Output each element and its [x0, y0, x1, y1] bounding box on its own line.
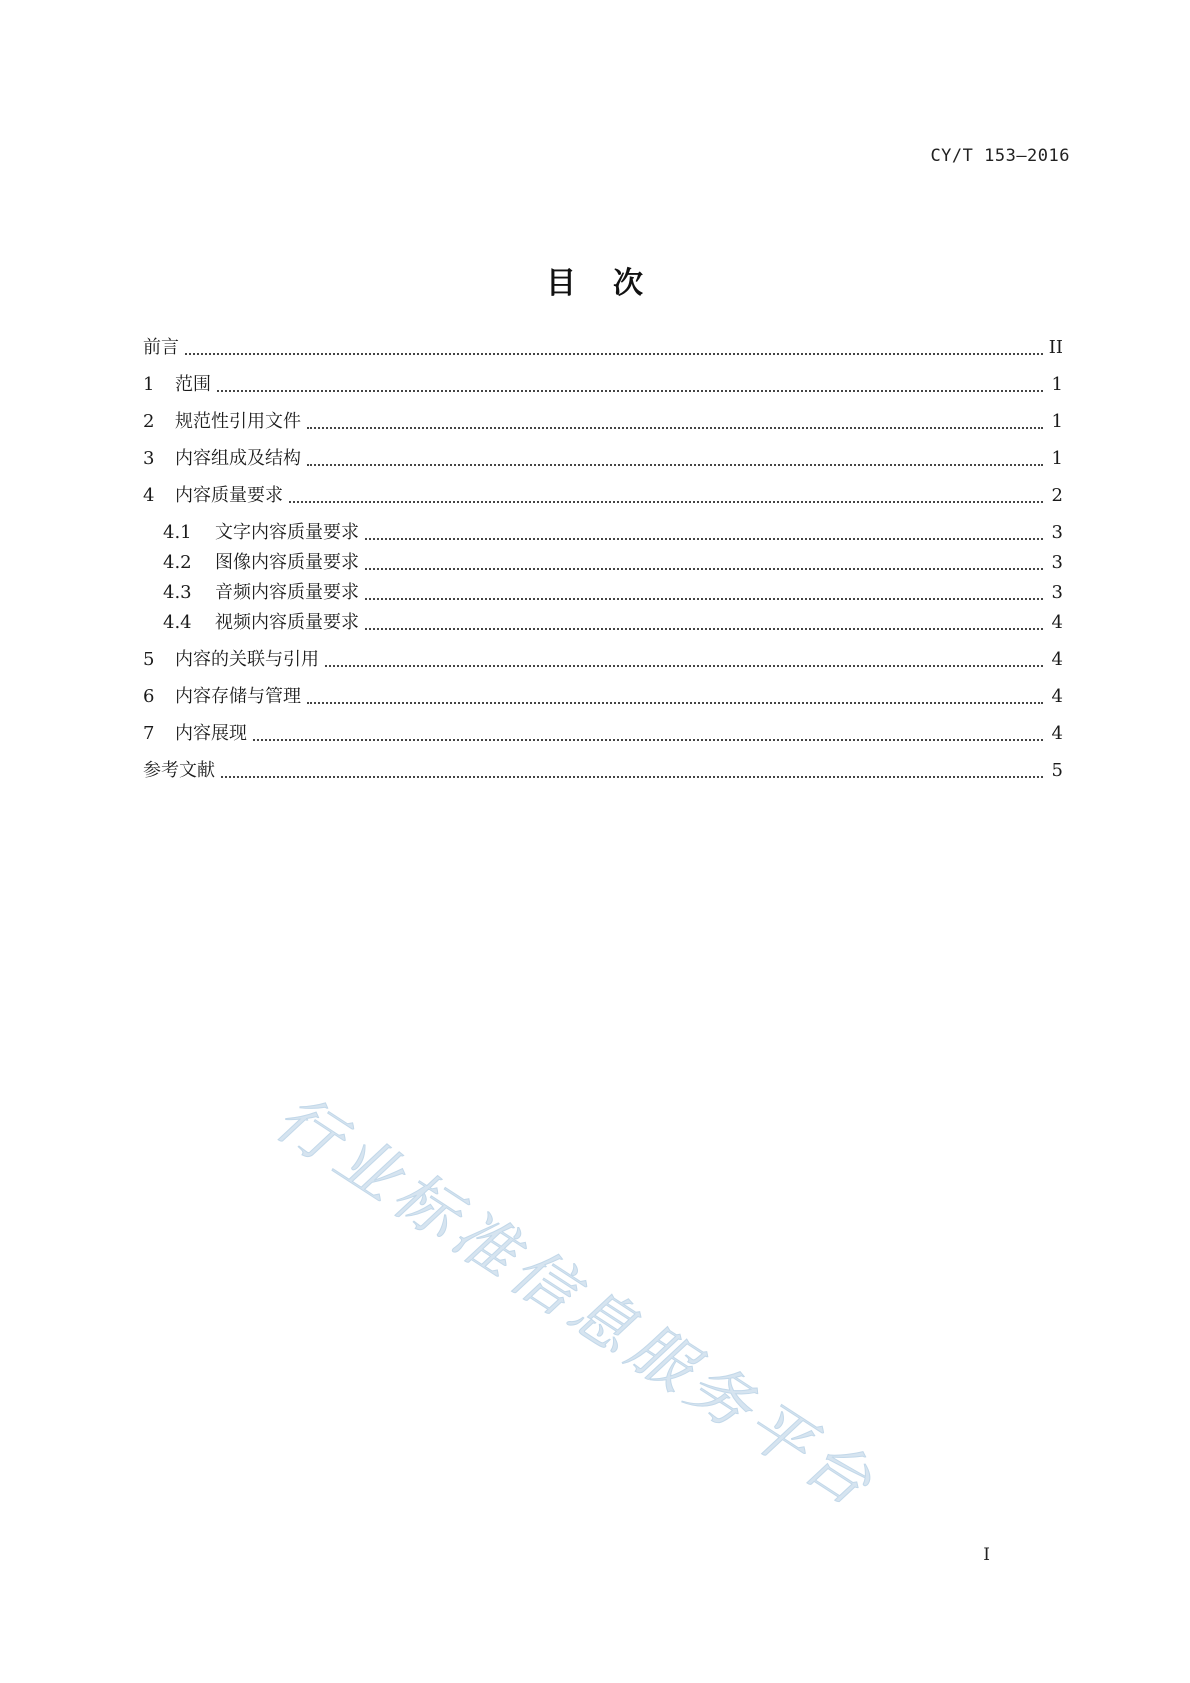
toc-entry-number: 4.4 [163, 612, 192, 633]
toc-entry-page: 1 [1051, 374, 1063, 395]
toc-entry-label: 内容质量要求 [175, 485, 283, 506]
toc-entry-label: 图像内容质量要求 [215, 552, 359, 573]
toc-entry-association-citation[interactable] [143, 647, 1063, 673]
toc-title-part2: 次 [613, 266, 644, 301]
toc-entry-label: 音频内容质量要求 [215, 582, 359, 603]
toc-entry-label: 范围 [175, 374, 211, 395]
page-number: I [983, 1545, 990, 1565]
toc-entry-content-structure[interactable] [143, 446, 1063, 472]
toc-entry-page: 4 [1051, 686, 1063, 707]
toc-leader-dots [365, 567, 1043, 570]
toc-leader-dots [365, 537, 1043, 540]
toc-entry-number: 7 [143, 723, 155, 744]
toc-entry-page: 4 [1051, 723, 1063, 744]
toc-entry-label: 内容展现 [175, 723, 247, 744]
toc-entry-presentation[interactable] [143, 721, 1063, 747]
toc-entry-number: 1 [143, 374, 155, 395]
toc-entry-label: 视频内容质量要求 [215, 612, 359, 633]
toc-entry-number: 2 [143, 411, 155, 432]
toc-entry-number: 4.2 [163, 552, 192, 573]
toc-entry-label: 内容的关联与引用 [175, 649, 319, 670]
toc-entry-storage-management[interactable] [143, 684, 1063, 710]
toc-entry-page: 2 [1051, 485, 1063, 506]
toc-leader-dots [217, 389, 1043, 392]
toc-leader-dots [221, 775, 1043, 778]
toc-entry-page: 3 [1051, 522, 1063, 543]
toc-title-part1: 目 [546, 266, 577, 301]
toc-entry-number: 4.3 [163, 582, 192, 603]
toc-leader-dots [325, 664, 1043, 667]
toc-leader-dots [289, 500, 1043, 503]
toc-entry-label: 内容存储与管理 [175, 686, 301, 707]
toc-entry-image-quality[interactable] [163, 550, 1063, 576]
toc-leader-dots [307, 463, 1043, 466]
toc-entry-label: 文字内容质量要求 [215, 522, 359, 543]
toc-entry-text-quality[interactable] [163, 520, 1063, 546]
toc-entry-label: 参考文献 [143, 760, 215, 781]
toc-entry-page: 3 [1051, 582, 1063, 603]
toc-entry-video-quality[interactable] [163, 610, 1063, 636]
toc-entry-page: 5 [1051, 760, 1063, 781]
toc-entry-quality-requirements[interactable] [143, 483, 1063, 509]
toc-entry-label: 前言 [143, 337, 179, 358]
toc-entry-number: 4 [143, 485, 155, 506]
watermark: 行业标准信息服务平台 [263, 1080, 891, 1524]
toc-leader-dots [253, 738, 1043, 741]
toc-entry-page: 3 [1051, 552, 1063, 573]
toc-entry-page: II [1048, 337, 1063, 358]
toc-entry-number: 3 [143, 448, 155, 469]
toc-entry-normative-references[interactable] [143, 409, 1063, 435]
toc-leader-dots [365, 597, 1043, 600]
toc-entry-audio-quality[interactable] [163, 580, 1063, 606]
toc-entry-page: 1 [1051, 448, 1063, 469]
toc-entry-page: 1 [1051, 411, 1063, 432]
toc-entry-number: 5 [143, 649, 155, 670]
toc-entry-foreword[interactable] [143, 335, 1063, 361]
toc-entry-page: 4 [1051, 649, 1063, 670]
toc-entry-label: 规范性引用文件 [175, 411, 301, 432]
toc-entry-label: 内容组成及结构 [175, 448, 301, 469]
toc-entry-page: 4 [1051, 612, 1063, 633]
standard-code: CY/T 153—2016 [930, 146, 1070, 166]
toc-entry-bibliography[interactable] [143, 758, 1063, 784]
toc-entry-number: 6 [143, 686, 155, 707]
toc-entry-number: 4.1 [163, 522, 192, 543]
toc-leader-dots [307, 701, 1043, 704]
toc-leader-dots [365, 627, 1043, 630]
toc-leader-dots [307, 426, 1043, 429]
toc-entry-scope[interactable] [143, 372, 1063, 398]
toc-leader-dots [185, 352, 1043, 355]
